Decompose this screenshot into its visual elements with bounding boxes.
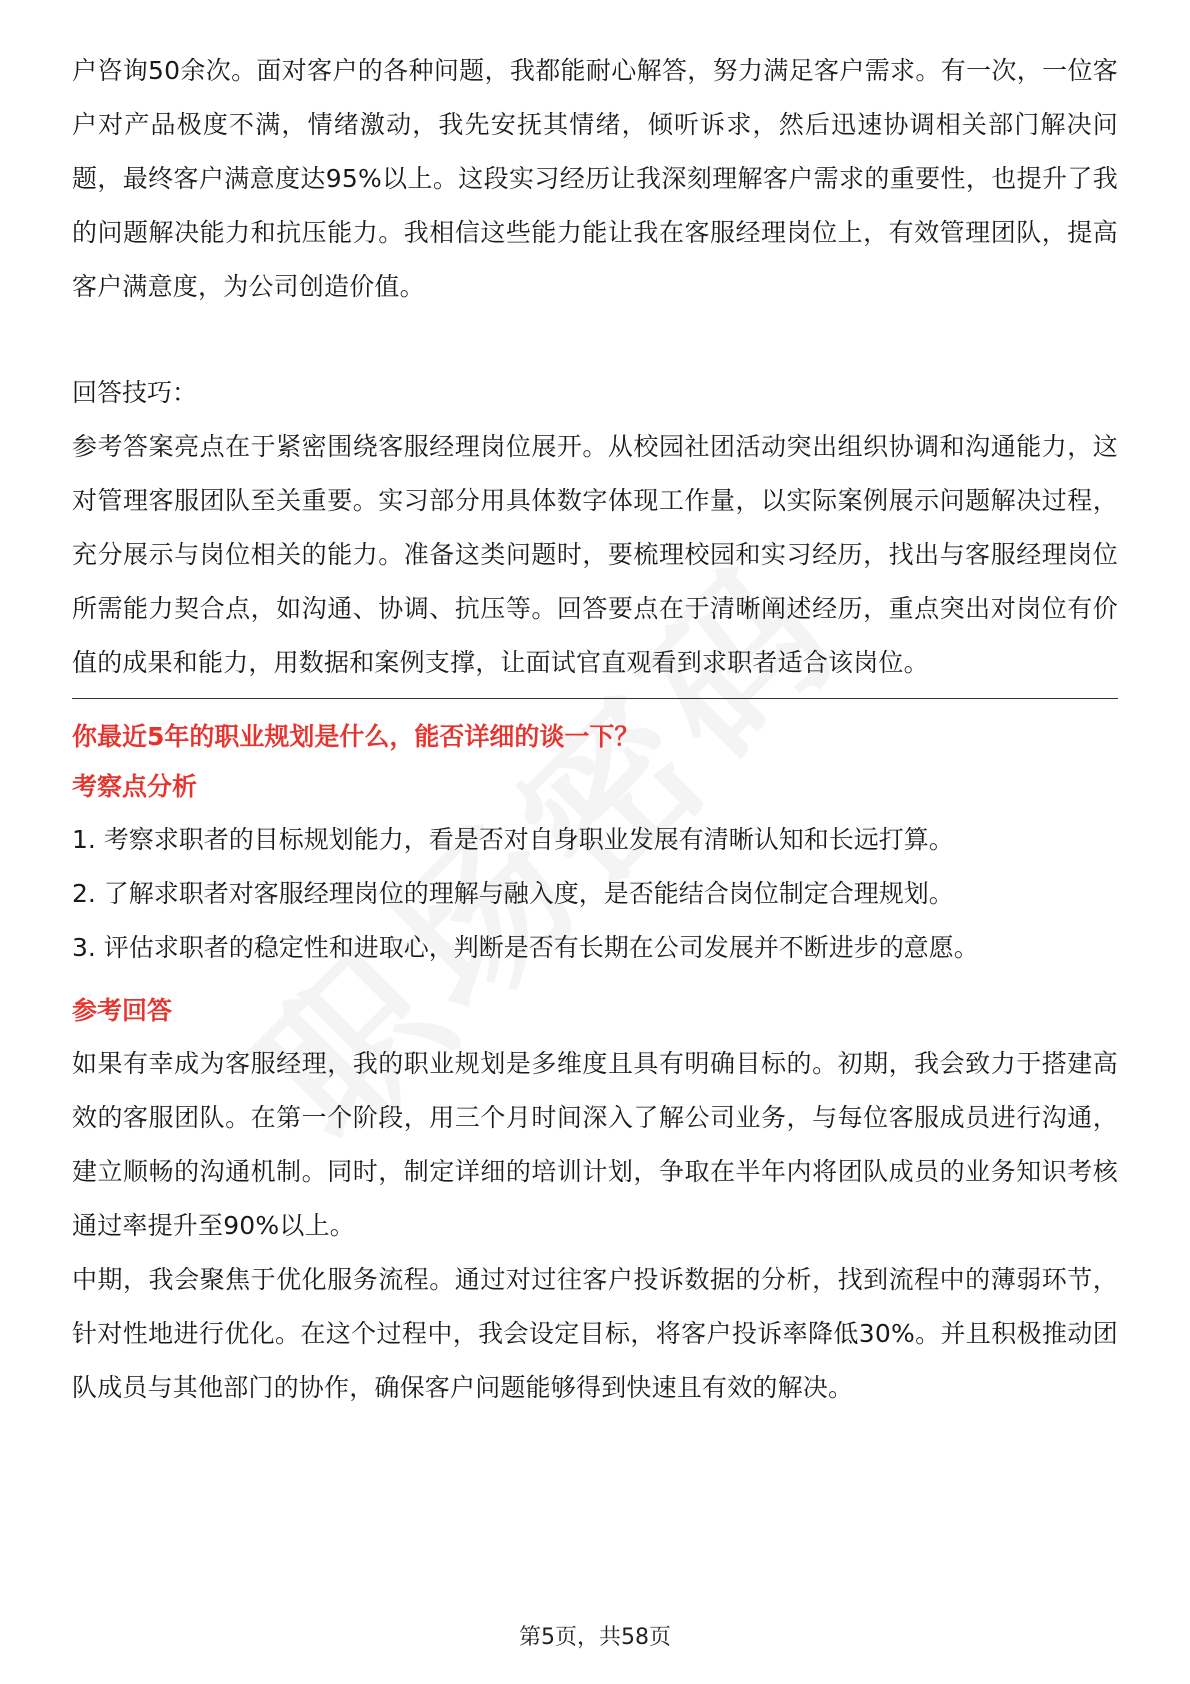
reference-paragraph: 中期，我会聚焦于优化服务流程。通过对过往客户投诉数据的分析，找到流程中的薄弱环节，针对性地进行优化。在这个过程中，我会设定目标，将客户投诉率降低30%。并且积极推动团队成员与其他部门的协作，确保客户问题能够得到快速且有效的解决。	[72, 1265, 1118, 1402]
question-title: 你最近5年的职业规划是什么，能否详细的谈一下？	[72, 722, 640, 751]
analysis-item: 1. 考察求职者的目标规划能力，看是否对自身职业发展有清晰认知和长远打算。	[72, 825, 954, 854]
page-content	[72, 44, 1118, 1415]
reference-paragraph: 如果有幸成为客服经理，我的职业规划是多维度且具有明确目标的。初期，我会致力于搭建高效的客服团队。在第一个阶段，用三个月时间深入了解公司业务，与每位客服成员进行沟通，建立顺畅的沟通机制。同时，制定详细的培训计划，争取在半年内将团队成员的业务知识考核通过率提升至90%以上。	[72, 1049, 1118, 1240]
analysis-item: 3. 评估求职者的稳定性和进取心，判断是否有长期在公司发展并不断进步的意愿。	[72, 933, 979, 962]
analysis-item: 2. 了解求职者对客服经理岗位的理解与融入度，是否能结合岗位制定合理规划。	[72, 879, 954, 908]
analysis-heading: 考察点分析	[72, 772, 198, 801]
tips-label: 回答技巧：	[72, 378, 198, 407]
section-divider	[72, 698, 1118, 699]
intro-paragraph: 户咨询50余次。面对客户的各种问题，我都能耐心解答，努力满足客户需求。有一次，一位客户对产品极度不满，情绪激动，我先安抚其情绪，倾听诉求，然后迅速协调相关部门解决问题，最终客户满意度达95%以上。这段实习经历让我深刻理解客户需求的重要性，也提升了我的问题解决能力和抗压能力。我相信这些能力能让我在客服经理岗位上，有效管理团队，提高客户满意度，为公司创造价值。	[72, 56, 1118, 301]
reference-heading: 参考回答	[72, 996, 173, 1025]
page-number: 第5页，共58页	[519, 1625, 671, 1650]
tips-paragraph: 参考答案亮点在于紧密围绕客服经理岗位展开。从校园社团活动突出组织协调和沟通能力，这对管理客服团队至关重要。实习部分用具体数字体现工作量，以实际案例展示问题解决过程，充分展示与岗位相关的能力。准备这类问题时，要梳理校园和实习经历，找出与客服经理岗位所需能力契合点，如沟通、协调、抗压等。回答要点在于清晰阐述经历，重点突出对岗位有价值的成果和能力，用数据和案例支撑，让面试官直观看到求职者适合该岗位。	[72, 432, 1118, 677]
